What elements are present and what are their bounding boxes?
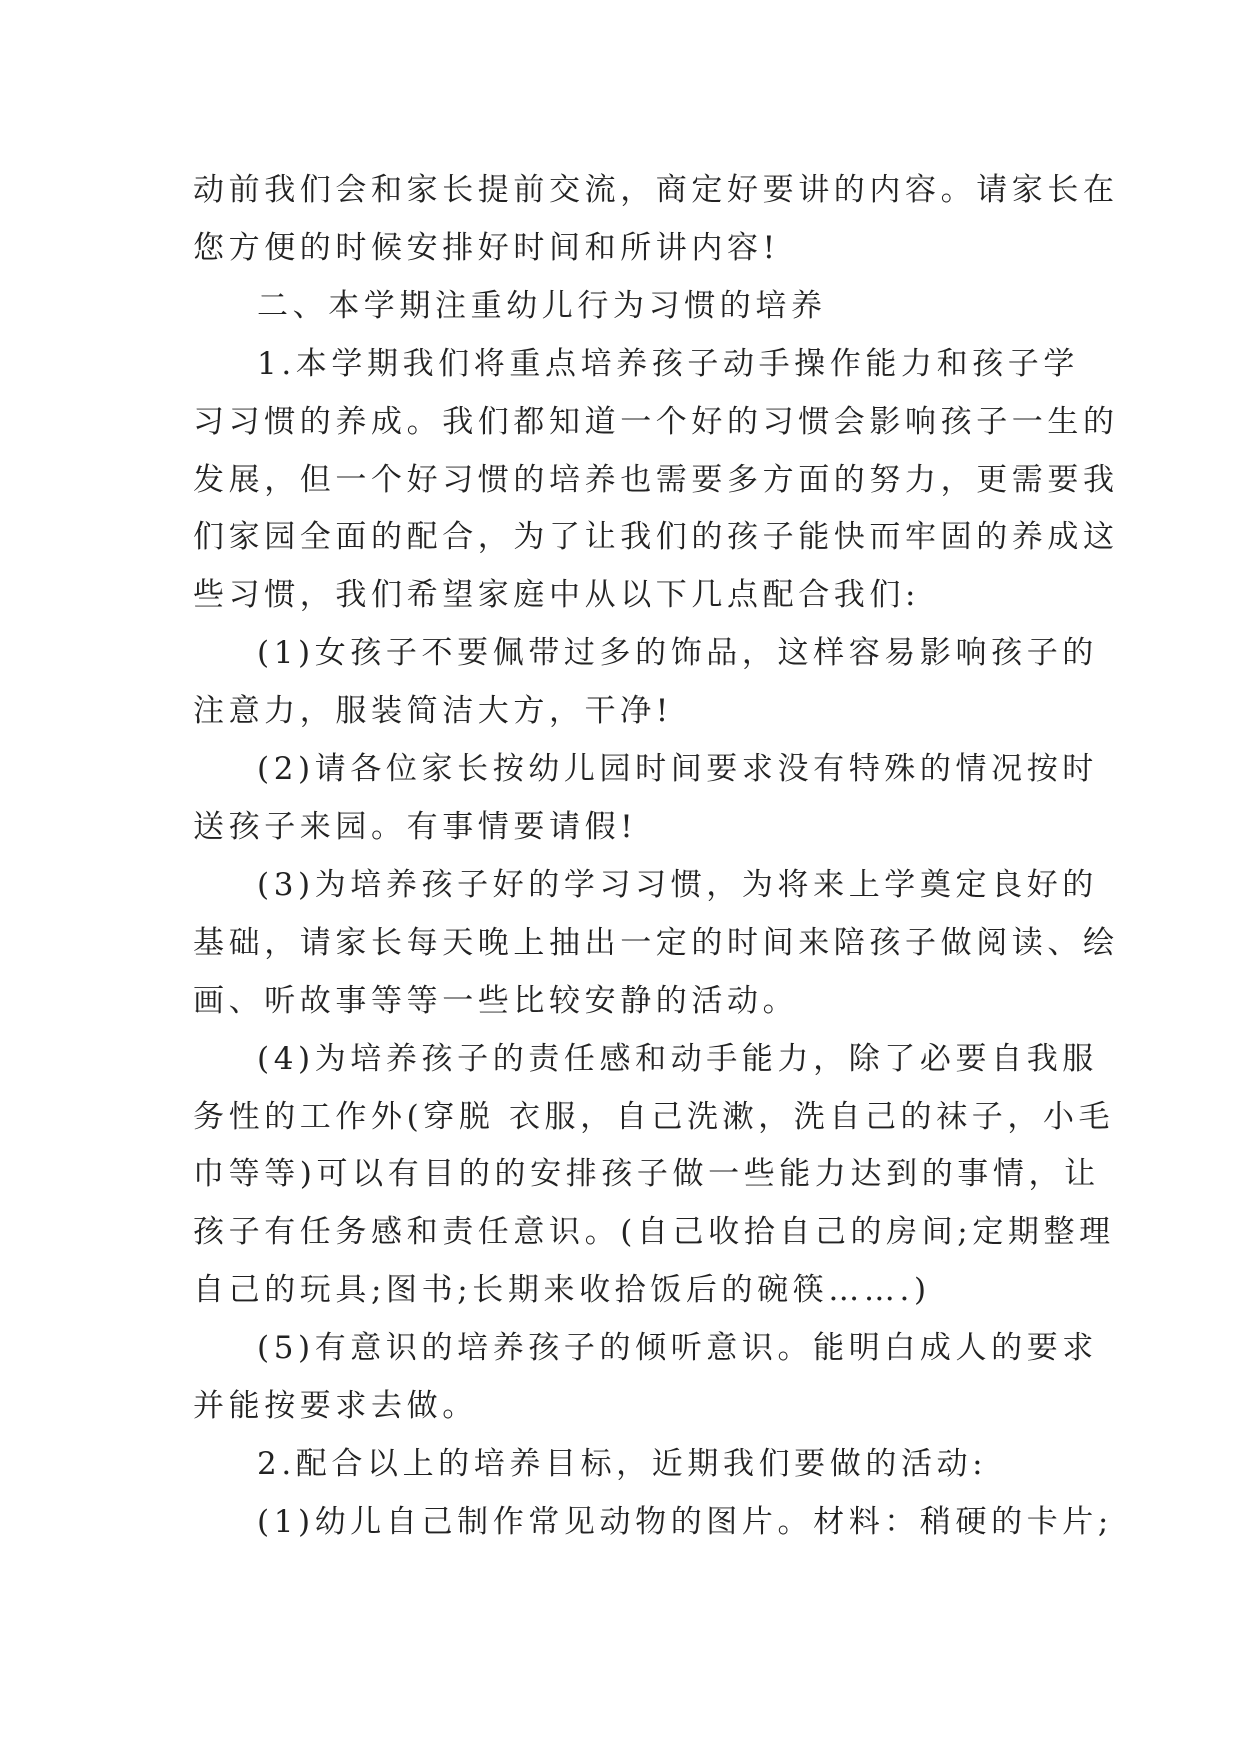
text-line-14: 基础，请家长每天晚上抽出一定的时间来陪孩子做阅读、绘 xyxy=(193,924,1119,961)
text-line-1: 动前我们会和家长提前交流，商定好要讲的内容。请家长在 xyxy=(193,172,1119,208)
text-line-6: 发展，但一个好习惯的培养也需要多方面的努力，更需要我 xyxy=(193,461,1119,498)
text-line-13: (3)为培养孩子好的学习习惯，为将来上学奠定良好的 xyxy=(257,866,1098,903)
text-line-20: 自己的玩具;图书;长期来收拾饭后的碗筷…….) xyxy=(193,1272,931,1309)
text-line-11: (2)请各位家长按幼儿园时间要求没有特殊的情况按时 xyxy=(257,751,1098,788)
text-line-5: 习习惯的养成。我们都知道一个好的习惯会影响孩子一生的 xyxy=(193,403,1119,440)
text-line-9: (1)女孩子不要佩带过多的饰品，这样容易影响孩子的 xyxy=(257,635,1098,672)
section-heading: 二、本学期注重幼儿行为习惯的培养 xyxy=(257,287,827,324)
text-line-22: 并能按要求去做。 xyxy=(193,1388,478,1425)
text-line-17: 务性的工作外(穿脱 衣服，自己洗漱，洗自己的袜子，小毛 xyxy=(193,1098,1115,1135)
text-line-10: 注意力，服装简洁大方，干净! xyxy=(193,693,673,730)
text-line-2: 您方便的时候安排好时间和所讲内容! xyxy=(193,229,780,266)
text-line-8: 些习惯，我们希望家庭中从以下几点配合我们: xyxy=(193,577,921,614)
text-line-19: 孩子有任务感和责任意识。(自己收拾自己的房间;定期整理 xyxy=(193,1214,1115,1251)
text-line-15: 画、听故事等等一些比较安静的活动。 xyxy=(193,982,799,1019)
text-line-7: 们家园全面的配合，为了让我们的孩子能快而牢固的养成这 xyxy=(193,519,1119,556)
text-line-12: 送孩子来园。有事情要请假! xyxy=(193,808,638,845)
text-line-4: 1.本学期我们将重点培养孩子动手操作能力和孩子学 xyxy=(257,345,1079,382)
text-line-16: (4)为培养孩子的责任感和动手能力，除了必要自我服 xyxy=(257,1040,1098,1077)
text-line-24: (1)幼儿自己制作常见动物的图片。材料：稍硬的卡片; xyxy=(257,1503,1113,1540)
text-line-21: (5)有意识的培养孩子的倾听意识。能明白成人的要求 xyxy=(257,1330,1098,1367)
text-line-18: 巾等等)可以有目的的安排孩子做一些能力达到的事情，让 xyxy=(193,1156,1100,1193)
text-line-23: 2.配合以上的培养目标，近期我们要做的活动: xyxy=(257,1445,988,1482)
document-body xyxy=(193,162,1119,1552)
